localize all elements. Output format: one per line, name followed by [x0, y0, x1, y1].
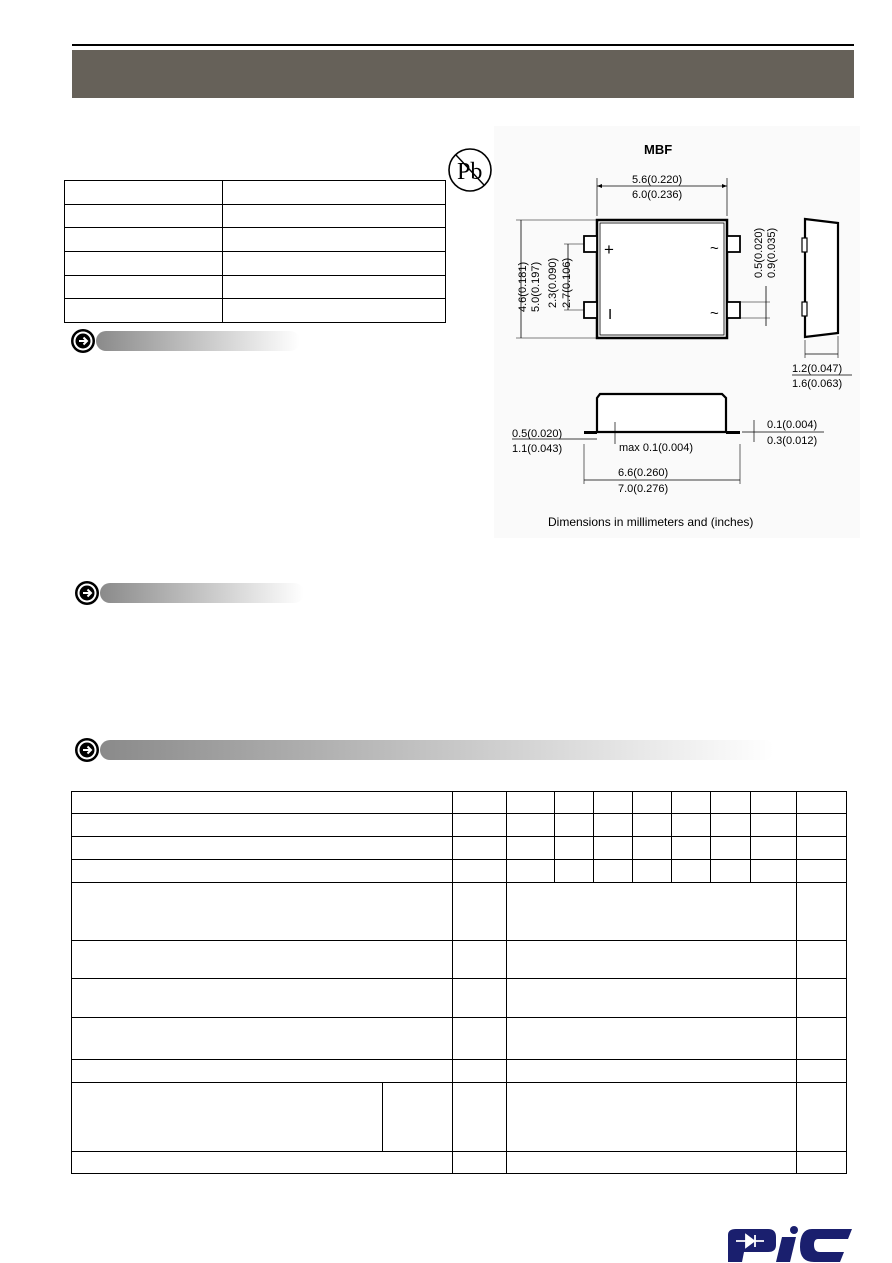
dim-top-width-max: 6.0(0.236) — [632, 189, 683, 201]
spec-table — [64, 180, 446, 323]
table-row — [72, 1082, 847, 1151]
table-row — [72, 883, 847, 941]
ac-terminal-mark-1: ~ — [710, 240, 719, 257]
section-header-features — [70, 328, 300, 354]
ratings-table — [71, 791, 847, 1174]
dim-lead-thickness-max: 0.3(0.012) — [767, 435, 818, 447]
dim-pin-pitch-min: 2.3(0.090) — [547, 257, 559, 308]
table-row — [65, 299, 446, 323]
dim-pin-pitch-max: 2.7(0.106) — [561, 257, 573, 308]
dimensions-caption: Dimensions in millimeters and (inches) — [548, 515, 754, 529]
dim-body-height-max: 5.0(0.197) — [530, 261, 542, 312]
table-row — [72, 1151, 847, 1173]
pb-label: Pb — [457, 159, 483, 185]
table-row — [65, 275, 446, 299]
arrow-right-circle-icon — [70, 328, 96, 354]
pic-logo — [724, 1225, 856, 1263]
header-banner — [72, 50, 854, 98]
table-row — [72, 979, 847, 1017]
minus-terminal-mark: I — [608, 306, 613, 323]
package-outline-drawing — [494, 126, 860, 538]
dim-lead-length-min: 0.5(0.020) — [512, 428, 563, 440]
dim-top-width-min: 5.6(0.220) — [632, 174, 683, 186]
header-rule — [72, 44, 854, 46]
dim-overall-width-max: 7.0(0.276) — [618, 483, 669, 495]
arrow-right-circle-icon — [74, 580, 100, 606]
table-row — [72, 1017, 847, 1059]
table-row — [65, 228, 446, 252]
table-row — [72, 814, 847, 837]
table-row — [65, 251, 446, 275]
table-row — [72, 792, 847, 814]
section-bar-gradient — [100, 740, 774, 760]
package-name: MBF — [644, 142, 673, 157]
dim-body-height-min: 4.6(0.181) — [517, 261, 529, 312]
table-row — [65, 181, 446, 205]
section-header-mechanical — [74, 580, 304, 606]
dim-lead-thickness-min: 0.1(0.004) — [767, 419, 818, 431]
arrow-right-circle-icon — [74, 737, 100, 763]
dim-pin-width-min: 0.5(0.020) — [753, 227, 765, 278]
section-bar-gradient — [100, 583, 304, 603]
brand-label: PIC — [724, 1225, 726, 1226]
section-header-ratings — [74, 737, 774, 763]
dim-lead-length-max: 1.1(0.043) — [512, 443, 563, 455]
ac-terminal-mark-2: ~ — [710, 305, 719, 322]
dim-side-thickness-max: 1.6(0.063) — [792, 378, 843, 390]
dim-standoff-max: max 0.1(0.004) — [619, 442, 693, 454]
dim-overall-width-min: 6.6(0.260) — [618, 467, 669, 479]
table-row — [72, 941, 847, 979]
dim-side-thickness-min: 1.2(0.047) — [792, 363, 843, 375]
table-row — [72, 1059, 847, 1082]
table-row — [65, 204, 446, 228]
pb-free-icon — [446, 146, 494, 194]
dim-pin-width-max: 0.9(0.035) — [766, 227, 778, 278]
table-row — [72, 860, 847, 883]
plus-terminal-mark: + — [604, 240, 614, 259]
section-bar-gradient — [96, 331, 300, 351]
table-row — [72, 837, 847, 860]
